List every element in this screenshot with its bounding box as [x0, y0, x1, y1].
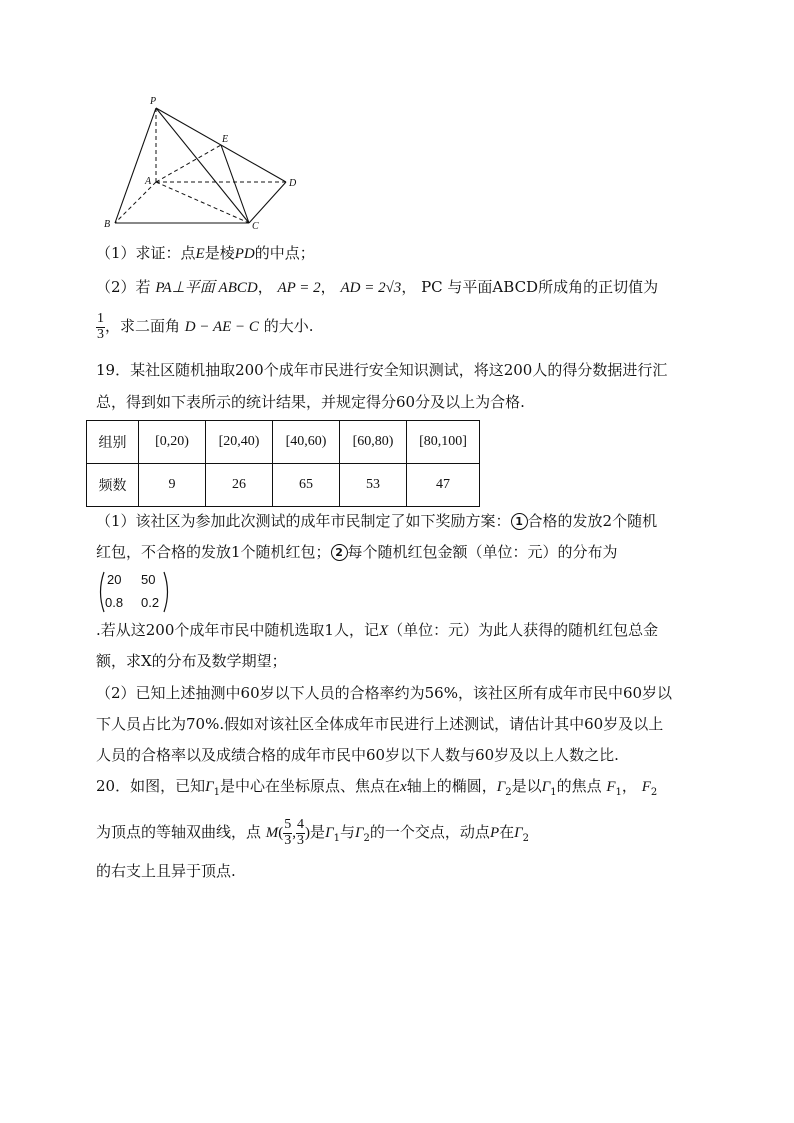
gamma-symbol: Γ [355, 825, 364, 842]
q19-p1-line1-b: 合格的发放2个随机 [527, 512, 658, 530]
condition-pa-perp: PA⊥平面 ABCD [155, 280, 258, 296]
point-E: E [195, 246, 205, 262]
fraction-one-third [96, 312, 105, 342]
q19-p1-line3-a: .若从这200个成年市民中随机选取1人，记 [96, 621, 379, 639]
label-E: E [222, 134, 229, 145]
q19-p2-line2: 下人员占比为70%.假如对该社区全体成年市民进行上述测试，请估计其中60岁及以上 [96, 715, 664, 733]
edge-EC [221, 145, 249, 223]
label-A: A [145, 176, 152, 187]
table-cell-group: [80,100] [407, 421, 480, 464]
subscript-2: 2 [650, 787, 658, 798]
circle-number-2: 2 [331, 544, 348, 561]
q20-l1-e: 的焦点 [556, 777, 602, 795]
gamma-symbol: Γ [541, 779, 551, 795]
table-cell-freq: 47 [407, 464, 480, 507]
condition-ap: AP = 2 [277, 280, 321, 296]
matrix-r2c1: 0.8 [105, 595, 124, 610]
fraction-four-thirds [296, 818, 305, 848]
q18-part1 [96, 246, 315, 262]
q20-line1 [96, 779, 657, 798]
table-row-groups [87, 421, 480, 464]
frequency-table [86, 420, 480, 507]
table-header-freq: 频数 [87, 464, 139, 507]
label-B: B [104, 219, 111, 230]
q18-part2: （2）若 PA⊥平面 ABCD， AP = 2， AD = 2√3， PC 与平面ABCD所成角的正切值为 [96, 278, 659, 296]
q19-p1-line1 [96, 513, 657, 530]
edge-CD [249, 182, 286, 223]
subscript-2: 2 [522, 833, 530, 845]
q19-p1-line3-b: （单位：元）为此人获得的随机红包总金 [388, 621, 659, 639]
focus-F1: F [606, 779, 616, 795]
fraction-denominator: 3 [284, 832, 292, 848]
q19-p1-line1-a: （1）该社区为参加此次测试的成年市民制定了如下奖励方案： [96, 512, 511, 530]
q20-l1-c: 轴上的椭圆， [406, 777, 497, 795]
subscript-1: 1 [550, 787, 557, 798]
q20-line3: 的右支上且异于顶点. [96, 862, 236, 880]
comma: ， [621, 777, 637, 795]
edge-PD-label: PD [234, 246, 255, 262]
q18-part1-mid: 是棱 [204, 244, 235, 262]
gamma-symbol: Γ [514, 825, 523, 842]
condition-ad: AD = 2√3 [340, 280, 402, 296]
table-cell-freq: 9 [139, 464, 206, 507]
fraction-numerator: 5 [284, 817, 292, 832]
label-C: C [252, 221, 259, 230]
table-row-freqs [87, 464, 480, 507]
q19-p1-line2 [96, 544, 618, 561]
point-P: P [489, 825, 500, 842]
fraction-denominator: 3 [97, 326, 104, 342]
matrix-r1c2: 50 [141, 572, 156, 587]
q18-part2-text: PC 与平面ABCD所成角的正切值为 [421, 278, 659, 296]
q18-part1-suffix: 的中点； [254, 244, 315, 262]
q18-part2-tail-a: ，求二面角 [105, 317, 181, 336]
gamma-symbol: Γ [325, 825, 334, 842]
q20-l1-d: 是以 [511, 777, 542, 795]
subscript-1: 1 [615, 787, 622, 798]
q20-line2: 为顶点的等轴双曲线，点 M( $\frac{5}{3}$ , $\frac{4}{3}$ )是$\Gamma_1$与$\Gamma_2$的一个交点，动点P在$\Gamma_2$ [96, 817, 530, 848]
point-M: M [265, 825, 279, 842]
subscript-1: 1 [333, 833, 340, 845]
table-header-group: 组别 [87, 421, 139, 464]
table-cell-freq: 65 [273, 464, 340, 507]
variable-x: x [400, 779, 407, 795]
fraction-numerator: 4 [297, 817, 305, 832]
table-cell-group: [0,20) [139, 421, 206, 464]
q18-part2-prefix: （2）若 [96, 278, 151, 296]
q19-p1-line2-a: 红包，不合格的发放1个随机红包； [96, 543, 331, 561]
q19-line1: 19．某社区随机抽取200个成年市民进行安全知识测试，将这200人的得分数据进行汇 [96, 361, 668, 379]
dihedral-angle: D − AE − C [184, 319, 259, 336]
label-P: P [150, 96, 157, 107]
circle-number-1: 1 [511, 513, 528, 530]
table-cell-group: [20,40) [206, 421, 273, 464]
q18-part2-cont [96, 312, 314, 342]
edge-AC [156, 182, 249, 223]
matrix-r1c1: 20 [107, 572, 122, 587]
fraction-denominator: 3 [297, 832, 305, 848]
q20-l1-a: 20．如图，已知 [96, 777, 206, 795]
focus-F2: F [641, 779, 651, 795]
q19-p1-line3 [96, 623, 658, 639]
table-cell-group: [60,80) [340, 421, 407, 464]
gamma-symbol: Γ [205, 779, 214, 795]
fraction-numerator: 1 [97, 311, 104, 326]
edge-PC [156, 108, 249, 223]
q19-p1-line4: 额，求X的分布及数学期望； [96, 652, 287, 670]
q19-p2-line1: （2）已知上述抽测中60岁以下人员的合格率约为56%，该社区所有成年市民中60岁以 [96, 684, 673, 702]
fraction-five-thirds [283, 818, 292, 848]
q19-line2: 总，得到如下表所示的统计结果，并规定得分60分及以上为合格. [96, 393, 525, 411]
q18-part2-tail-b: 的大小. [263, 317, 314, 336]
q20-l2-b: 是 [310, 823, 326, 842]
q20-l1-b: 是中心在坐标原点、焦点在 [220, 777, 401, 795]
edge-AB [115, 182, 156, 223]
edge-PB [115, 108, 156, 223]
q20-l2-e: 在 [499, 823, 515, 842]
table-cell-group: [40,60) [273, 421, 340, 464]
q20-l2-c: 与 [339, 823, 355, 842]
table-cell-freq: 26 [206, 464, 273, 507]
subscript-2: 2 [505, 787, 512, 798]
subscript-2: 2 [363, 833, 370, 845]
q18-part1-prefix: （1）求证：点 [96, 244, 196, 262]
q19-p2-line3: 人员的合格率以及成绩合格的成年市民中60岁以下人数与60岁及以上人数之比. [96, 746, 619, 764]
subscript-1: 1 [213, 787, 221, 798]
matrix-r2c2: 0.2 [141, 595, 160, 610]
distribution-matrix [96, 570, 172, 614]
table-cell-freq: 53 [340, 464, 407, 507]
label-D: D [289, 178, 297, 189]
q20-l2-d: 的一个交点，动点 [369, 823, 490, 842]
q20-l2-a: 为顶点的等轴双曲线，点 [96, 823, 262, 842]
pyramid-figure [95, 90, 415, 230]
variable-X: X [378, 623, 389, 639]
gamma-symbol: Γ [496, 779, 506, 795]
q19-p1-line2-b: 每个随机红包金额（单位：元）的分布为 [347, 543, 618, 561]
